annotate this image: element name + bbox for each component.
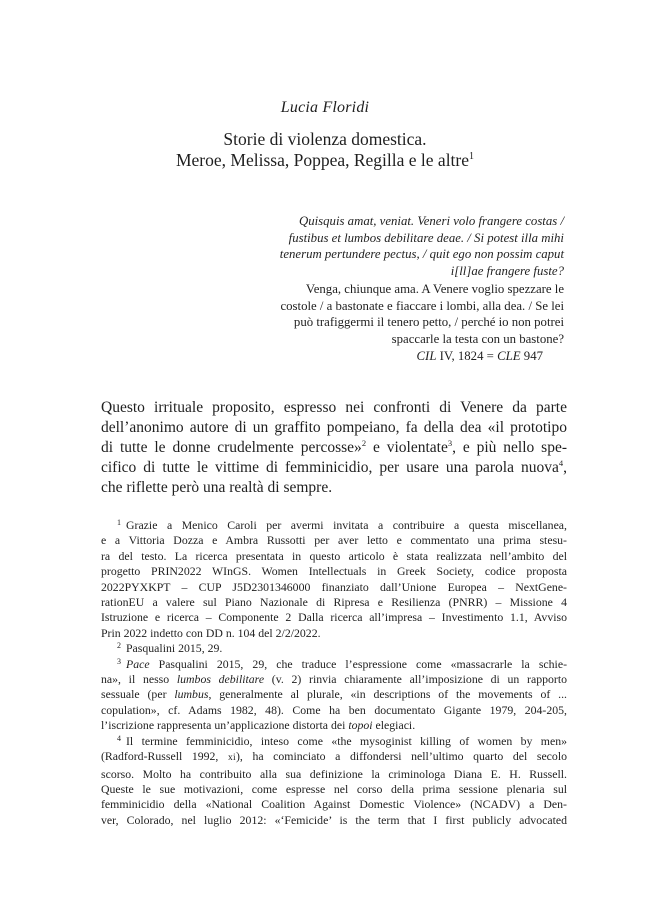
footnote-ref-4[interactable]: 4 — [558, 458, 564, 468]
footnote-italic: lumbus — [174, 687, 209, 702]
footnote-number: 3 — [117, 656, 121, 666]
epigraph-translation-line: costole / a bastonate e fiaccare i lombi, alla dea. / Se lei — [280, 298, 564, 313]
footnote-2 — [101, 641, 567, 656]
footnote-text: Grazie a Menico Caroli per avermi invitata a contribuire a questa miscellanea, — [126, 518, 567, 532]
footnote-italic: topoi — [348, 718, 373, 733]
footnote-text: (Radford-Russell 1992, — [101, 749, 228, 764]
footnote-line: rationEU a valere sul Piano Nazionale di Ripresa e Resilienza (PNRR) – Missione 4 — [101, 595, 567, 610]
footnote-number: 2 — [117, 641, 121, 651]
footnote-line — [101, 657, 567, 672]
epigraph-latin — [200, 213, 564, 279]
footnote-line: femminicidio della «National Coalition Against Domestic Violence» (NCADV) a Den- — [101, 797, 567, 812]
body-line — [101, 458, 567, 478]
footnote-italic: lumbos debilitare — [176, 672, 265, 687]
body-paragraph — [101, 398, 567, 498]
footnote-text: na», il nesso — [101, 672, 177, 687]
footnote-text: , generalmente al plurale, «in descriptions of the movements of ... — [208, 687, 567, 702]
footnote-ref-3[interactable]: 3 — [447, 438, 453, 448]
source-ref: IV, 1824 = — [436, 349, 498, 363]
footnote-3 — [101, 657, 567, 734]
footnote-ref-2[interactable]: 2 — [361, 438, 367, 448]
body-text: , e più nello spe- — [452, 439, 567, 456]
footnote-line: progetto PRIN2022 WInGS. Women Intellectuals in Greek Society, codice proposta — [101, 564, 567, 579]
footnote-text: ), ha cominciato a diffondersi nell’ultimo quarto del secolo — [235, 749, 567, 764]
source-num: 947 — [520, 349, 543, 363]
epigraph-translation-line: Venga, chiunque ama. A Venere voglio spezzare le — [305, 282, 564, 296]
body-line — [101, 438, 567, 458]
footnote-line: ver, Colorado, nel luglio 2012: «‘Femicide’ is the term that I first publicly advocated — [101, 812, 567, 827]
body-text: e violentate — [366, 439, 448, 456]
title-footnote-ref: 1 — [469, 151, 475, 162]
title-line-2-text: Meroe, Melissa, Poppea, Regilla e le altre — [175, 150, 470, 170]
body-text: di tutte le donne crudelmente percosse» — [101, 439, 362, 456]
footnote-text: (v. 2) rinvia chiaramente all’imposizione di un rapporto — [264, 672, 567, 687]
footnote-line: scorso. Molto ha contribuito alla sua definizione la criminologa Diana E. H. Russell. — [101, 766, 567, 781]
footnote-line — [101, 641, 567, 656]
author-name: Lucia Floridi — [280, 99, 370, 116]
footnote-text: Pasqualini 2015, 29. — [126, 641, 223, 656]
footnote-4 — [101, 734, 567, 828]
footnote-line: e a Vittoria Dozza e Ambra Russotti per aver letto e commentato una prima stesu- — [101, 533, 567, 548]
footnote-line: copulation», cf. Adams 1982, 48). Come ha ben documentato Gigante 1979, 204-205, — [101, 702, 567, 717]
title-line-1: Storie di violenza domestica. — [223, 129, 427, 149]
footnote-line — [101, 672, 567, 687]
epigraph-translation-line: spaccarle la testa con un bastone? — [391, 331, 564, 346]
footnote-text: elegiaci. — [372, 718, 416, 733]
body-text: , — [563, 459, 567, 476]
footnote-line: Queste le sue motivazioni, come espresse nel corso della prima sessione plenaria sul — [101, 781, 567, 796]
epigraph-latin-line: i[ll]ae frangere fuste? — [450, 263, 564, 278]
body-line: dell’anonimo autore di un graffito pompeiano, fa della dea «il prototipo — [101, 419, 567, 436]
footnote-1 — [101, 518, 567, 641]
source-cle: CLE — [497, 349, 521, 363]
footnote-number: 4 — [117, 733, 121, 743]
epigraph-latin-line: Quisquis amat, veniat. Veneri volo frangere costas / — [298, 214, 564, 228]
body-line: che riflette però una realtà di sempre. — [101, 479, 333, 496]
footnotes — [101, 518, 567, 828]
footnote-line: ra del testo. La ricerca presentata in questo articolo è stata realizzata nell’ambito del — [101, 548, 567, 563]
title-line-2 — [0, 150, 650, 171]
source-cil: CIL — [416, 349, 437, 363]
body-line: Questo irrituale proposito, espresso nei confronti di Venere da parte — [101, 399, 567, 416]
epigraph-latin-line: tenerum pertundere pectus, / quit ego non possim caput — [279, 247, 564, 261]
body-text: cifico di tutte le vittime di femminicidio, per usare una parola nuova — [101, 459, 559, 476]
footnote-text: Il termine femminicidio, inteso come «the mysoginist killing of women by men» — [126, 733, 567, 748]
footnote-smallcaps: xi — [227, 753, 236, 764]
footnote-text: Pasqualini 2015, 29, che traduce l’espressione come «massacrarle la schie- — [149, 656, 567, 671]
epigraph-translation-line: può trafiggermi il tenero petto, / perché io non potrei — [293, 315, 564, 329]
footnote-text: l’iscrizione rappresenta un’applicazione distorta dei — [101, 718, 349, 733]
epigraph-source — [200, 348, 543, 364]
footnote-line — [101, 687, 567, 702]
footnote-line — [101, 734, 567, 749]
footnote-line — [101, 518, 567, 533]
article-title — [0, 129, 650, 171]
epigraph-latin-line: fustibus et lumbos debilitare deae. / Si potest illa mihi — [288, 230, 564, 245]
footnote-line: Prin 2022 indetto con DD n. 104 del 2/2/2022. — [101, 625, 321, 640]
footnote-line: 2022PYXKPT – CUP J5D2301346000 finanziato dall’Unione Europea – NextGene- — [101, 579, 567, 594]
footnote-number: 1 — [117, 518, 121, 527]
footnote-text: sessuale (per — [101, 687, 175, 702]
epigraph-translation — [200, 281, 564, 347]
footnote-italic: Pace — [126, 656, 150, 671]
footnote-line — [101, 718, 567, 733]
footnote-line — [101, 749, 567, 766]
footnote-line: Istruzione e ricerca – Componente 2 Dalla ricerca all’impresa – Investimento 1.1, Avviso — [101, 610, 567, 625]
